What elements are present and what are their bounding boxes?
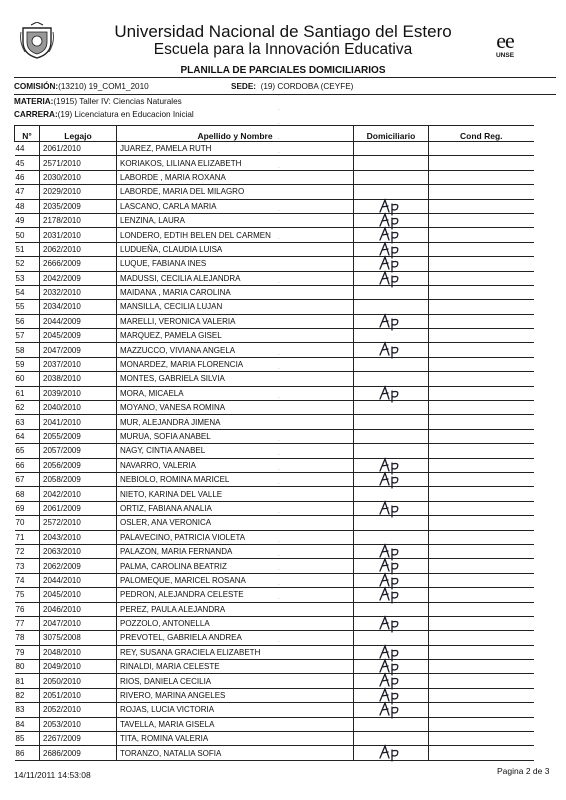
row-student-name: JUAREZ, PAMELA RUTH	[117, 142, 354, 156]
row-domiciliario	[278, 397, 429, 515]
row-legajo: 2031/2010	[40, 228, 117, 242]
row-number: 85	[15, 732, 40, 746]
form-title: PLANILLA DE PARCIALES DOMICILIARIOS	[180, 65, 386, 76]
row-number: 51	[15, 242, 40, 256]
row-cond-reg	[429, 631, 534, 645]
mark-text: Ap	[278, 282, 280, 284]
row-number: 50	[15, 228, 40, 242]
materia-line	[14, 97, 182, 107]
row-student-name: NAVARRO, VALERIA	[117, 458, 354, 472]
row-domiciliario	[354, 170, 429, 184]
row-cond-reg	[429, 185, 534, 199]
row-number: 44	[15, 142, 40, 156]
row-number: 70	[15, 516, 40, 530]
table-row	[15, 185, 534, 199]
row-domiciliario	[278, 167, 429, 285]
row-legajo: 2048/2010	[40, 645, 117, 659]
row-student-name: PREVOTEL, GABRIELA ANDREA	[117, 631, 354, 645]
mark-text: Ap	[278, 440, 280, 442]
table-row	[15, 357, 534, 371]
row-number: 47	[15, 185, 40, 199]
row-student-name: MORA, MICAELA	[117, 386, 354, 400]
row-student-name: MADUSSI, CECILIA ALEJANDRA	[117, 271, 354, 285]
logo-mark: ee	[496, 28, 514, 53]
row-number: 48	[15, 199, 40, 213]
row-legajo: 2053/2010	[40, 717, 117, 731]
col-header-num: N°	[15, 126, 40, 142]
mark-text: Ap	[278, 484, 280, 486]
row-student-name: PALAZON, MARIA FERNANDA	[117, 544, 354, 558]
row-cond-reg	[429, 444, 534, 458]
row-cond-reg	[429, 314, 534, 328]
row-cond-reg	[429, 732, 534, 746]
row-domiciliario	[278, 210, 429, 328]
row-number: 74	[15, 573, 40, 587]
row-student-name: NIETO, KARINA DEL VALLE	[117, 487, 354, 501]
row-legajo: 2043/2010	[40, 530, 117, 544]
table-row	[15, 616, 534, 630]
row-cond-reg	[429, 401, 534, 415]
row-number: 67	[15, 472, 40, 486]
row-domiciliario	[278, 239, 429, 357]
table-row	[15, 228, 534, 242]
row-cond-reg	[429, 458, 534, 472]
row-number: 80	[15, 660, 40, 674]
row-legajo: 2035/2009	[40, 199, 117, 213]
row-student-name: RINALDI, MARIA CELESTE	[117, 660, 354, 674]
row-cond-reg	[429, 429, 534, 443]
row-legajo: 2062/2009	[40, 559, 117, 573]
table-row	[15, 142, 534, 156]
row-cond-reg	[429, 516, 534, 530]
mark-text: Ap	[278, 138, 280, 140]
row-legajo: 2029/2010	[40, 185, 117, 199]
mark-text: Ap	[278, 397, 280, 399]
row-legajo: 2572/2010	[40, 516, 117, 530]
row-cond-reg	[429, 386, 534, 400]
table-row	[15, 444, 534, 458]
table-row	[15, 645, 534, 659]
row-domiciliario	[278, 282, 429, 400]
table-row	[15, 530, 534, 544]
row-student-name: TAVELLA, MARIA GISELA	[117, 717, 354, 731]
table-row	[15, 300, 534, 314]
mark-text: Ap	[278, 584, 280, 586]
row-number: 46	[15, 170, 40, 184]
table-row	[15, 156, 534, 170]
row-cond-reg	[429, 544, 534, 558]
table-row	[15, 213, 534, 227]
table-row	[15, 487, 534, 501]
table-row	[15, 242, 534, 256]
row-student-name: PALOMEQUE, MARICEL ROSANA	[117, 573, 354, 587]
mark-text: Ap	[278, 124, 280, 126]
mark-text: Ap	[278, 642, 280, 644]
row-student-name: LASCANO, CARLA MARIA	[117, 199, 354, 213]
row-legajo: 2267/2009	[40, 732, 117, 746]
row-legajo: 2044/2010	[40, 573, 117, 587]
row-cond-reg	[429, 228, 534, 242]
comision-value: (13210) 19_COM1_2010	[58, 82, 149, 91]
row-student-name: REY, SUSANA GRACIELA ELIZABETH	[117, 645, 354, 659]
row-domiciliario	[354, 516, 429, 530]
row-legajo: 2046/2010	[40, 602, 117, 616]
mark-text: Ap	[278, 455, 280, 457]
title-divider	[14, 77, 556, 78]
mark-text: Ap	[278, 109, 280, 111]
carrera-value: (19) Licenciatura en Educacion Inicial	[57, 110, 194, 119]
row-legajo: 2045/2010	[40, 588, 117, 602]
row-student-name: KORIAKOS, LILIANA ELIZABETH	[117, 156, 354, 170]
row-number: 66	[15, 458, 40, 472]
mark-text: Ap	[278, 556, 280, 558]
row-student-name: MAZZUCCO, VIVIANA ANGELA	[117, 343, 354, 357]
row-legajo: 2049/2010	[40, 660, 117, 674]
row-domiciliario	[278, 368, 429, 486]
table-row	[15, 429, 534, 443]
row-number: 60	[15, 372, 40, 386]
table-row	[15, 602, 534, 616]
row-domiciliario	[354, 142, 429, 156]
row-number: 73	[15, 559, 40, 573]
table-row	[15, 732, 534, 746]
row-student-name: OSLER, ANA VERONICA	[117, 516, 354, 530]
unse-logo	[480, 30, 530, 60]
mark-text: Ap	[278, 210, 280, 212]
row-cond-reg	[429, 357, 534, 371]
row-number: 79	[15, 645, 40, 659]
row-number: 53	[15, 271, 40, 285]
row-number: 81	[15, 674, 40, 688]
row-number: 49	[15, 213, 40, 227]
row-number: 64	[15, 429, 40, 443]
row-student-name: RIOS, DANIELA CECILIA	[117, 674, 354, 688]
row-legajo: 2042/2010	[40, 487, 117, 501]
row-number: 78	[15, 631, 40, 645]
row-cond-reg	[429, 300, 534, 314]
row-legajo: 2034/2010	[40, 300, 117, 314]
row-cond-reg	[429, 329, 534, 343]
table-row	[15, 472, 534, 486]
table-row	[15, 314, 534, 328]
row-cond-reg	[429, 501, 534, 515]
row-number: 82	[15, 688, 40, 702]
table-row	[15, 501, 534, 515]
row-domiciliario	[278, 599, 429, 717]
mark-text: Ap	[278, 541, 280, 543]
row-cond-reg	[429, 415, 534, 429]
row-legajo: 2030/2010	[40, 170, 117, 184]
row-domiciliario	[278, 642, 429, 760]
row-student-name: MUR, ALEJANDRA JIMENA	[117, 415, 354, 429]
row-cond-reg	[429, 257, 534, 271]
row-cond-reg	[429, 746, 534, 760]
row-student-name: MAIDANA , MARIA CAROLINA	[117, 285, 354, 299]
row-legajo: 2037/2010	[40, 357, 117, 371]
row-student-name: PEREZ, PAULA ALEJANDRA	[117, 602, 354, 616]
university-name: Universidad Nacional de Santiago del Estero	[114, 22, 452, 41]
table-row	[15, 343, 534, 357]
school-name: Escuela para la Innovación Educativa	[153, 41, 413, 58]
row-cond-reg	[429, 487, 534, 501]
row-student-name: TITA, ROMINA VALERIA	[117, 732, 354, 746]
row-student-name: MONTES, GABRIELA SILVIA	[117, 372, 354, 386]
row-number: 86	[15, 746, 40, 760]
mark-text: Ap	[278, 570, 280, 572]
row-number: 57	[15, 329, 40, 343]
comision-divider	[14, 94, 556, 95]
row-legajo: 3075/2008	[40, 631, 117, 645]
row-student-name: RIVERO, MARINA ANGELES	[117, 688, 354, 702]
row-student-name: ORTIZ, FABIANA ANALIA	[117, 501, 354, 515]
sede-label: SEDE:	[231, 82, 257, 91]
table-row	[15, 386, 534, 400]
row-student-name: MARELLI, VERONICA VALERIA	[117, 314, 354, 328]
row-student-name: LONDERO, EDTIH BELEN DEL CARMEN	[117, 228, 354, 242]
table-row	[15, 516, 534, 530]
table-row	[15, 660, 534, 674]
row-number: 75	[15, 588, 40, 602]
row-cond-reg	[429, 271, 534, 285]
row-number: 62	[15, 401, 40, 415]
row-student-name: LUQUE, FABIANA INES	[117, 257, 354, 271]
row-student-name: LABORDE, MARIA DEL MILAGRO	[117, 185, 354, 199]
row-cond-reg	[429, 616, 534, 630]
row-number: 71	[15, 530, 40, 544]
mark-text: Ap	[278, 599, 280, 601]
row-number: 59	[15, 357, 40, 371]
table-row	[15, 271, 534, 285]
table-row	[15, 285, 534, 299]
row-cond-reg	[429, 170, 534, 184]
row-student-name: PEDRON, ALEJANDRA CELESTE	[117, 588, 354, 602]
row-legajo: 2057/2009	[40, 444, 117, 458]
table-row	[15, 559, 534, 573]
row-cond-reg	[429, 343, 534, 357]
row-number: 52	[15, 257, 40, 271]
row-legajo: 2063/2010	[40, 544, 117, 558]
logo-label: UNSE	[495, 52, 515, 59]
sede-line	[231, 82, 353, 92]
table-row	[15, 588, 534, 602]
row-legajo: 2051/2010	[40, 688, 117, 702]
row-student-name: ROJAS, LUCIA VICTORIA	[117, 703, 354, 717]
row-student-name: PALAVECINO, PATRICIA VIOLETA	[117, 530, 354, 544]
row-legajo: 2056/2009	[40, 458, 117, 472]
row-legajo: 2050/2010	[40, 674, 117, 688]
row-cond-reg	[429, 602, 534, 616]
row-legajo: 2045/2009	[40, 329, 117, 343]
row-legajo: 2061/2010	[40, 142, 117, 156]
carrera-line	[14, 110, 194, 120]
print-timestamp: 14/11/2011 14:53:08	[14, 770, 91, 780]
row-student-name: NEBIOLO, ROMINA MARICEL	[117, 472, 354, 486]
row-student-name: MARQUEZ, PAMELA GISEL	[117, 329, 354, 343]
row-student-name: MOYANO, VANESA ROMINA	[117, 401, 354, 415]
row-cond-reg	[429, 559, 534, 573]
row-legajo: 2032/2010	[40, 285, 117, 299]
row-cond-reg	[429, 674, 534, 688]
row-cond-reg	[429, 717, 534, 731]
row-student-name: LENZINA, LAURA	[117, 213, 354, 227]
table-row	[15, 170, 534, 184]
row-number: 76	[15, 602, 40, 616]
col-header-cond-reg: Cond Reg.	[429, 126, 534, 142]
row-cond-reg	[429, 703, 534, 717]
materia-value: (1915) Taller IV: Ciencias Naturales	[53, 97, 182, 106]
mark-text: Ap	[278, 354, 280, 356]
row-legajo: 2047/2009	[40, 343, 117, 357]
row-domiciliario	[354, 429, 429, 443]
row-legajo: 2039/2010	[40, 386, 117, 400]
col-header-nombre: Apellido y Nombre	[117, 126, 354, 142]
row-number: 69	[15, 501, 40, 515]
mark-text: Ap	[278, 153, 280, 155]
row-cond-reg	[429, 660, 534, 674]
sede-value: (19) CORDOBA (CEYFE)	[260, 82, 354, 91]
table-row	[15, 746, 534, 760]
row-cond-reg	[429, 530, 534, 544]
mark-text: Ap	[278, 368, 280, 370]
row-legajo: 2047/2010	[40, 616, 117, 630]
table-row	[15, 372, 534, 386]
row-legajo: 2041/2010	[40, 415, 117, 429]
row-legajo: 2666/2009	[40, 257, 117, 271]
row-cond-reg	[429, 588, 534, 602]
page-indicator: Pagina 2 de 3	[497, 766, 550, 776]
row-cond-reg	[429, 242, 534, 256]
row-domiciliario	[354, 415, 429, 429]
row-number: 56	[15, 314, 40, 328]
handwritten-ap-signature	[278, 642, 404, 762]
mark-text: Ap	[278, 95, 280, 97]
row-cond-reg	[429, 372, 534, 386]
table-row	[15, 631, 534, 645]
row-student-name: MANSILLA, CECILIA LUJAN	[117, 300, 354, 314]
table-row	[15, 573, 534, 587]
row-legajo: 2040/2010	[40, 401, 117, 415]
row-legajo: 2058/2009	[40, 472, 117, 486]
row-legajo: 2178/2010	[40, 213, 117, 227]
row-cond-reg	[429, 688, 534, 702]
comision-label: COMISIÓN:	[14, 82, 59, 91]
row-cond-reg	[429, 156, 534, 170]
row-number: 54	[15, 285, 40, 299]
row-legajo: 2042/2009	[40, 271, 117, 285]
table-row	[15, 544, 534, 558]
row-cond-reg	[429, 472, 534, 486]
row-student-name: LABORDE , MARIA ROXANA	[117, 170, 354, 184]
row-cond-reg	[429, 645, 534, 659]
row-number: 83	[15, 703, 40, 717]
row-legajo: 2038/2010	[40, 372, 117, 386]
row-legajo: 2052/2010	[40, 703, 117, 717]
row-legajo: 2044/2009	[40, 314, 117, 328]
mark-text: Ap	[278, 239, 280, 241]
row-cond-reg	[429, 213, 534, 227]
row-student-name: PALMA, CAROLINA BEATRIZ	[117, 559, 354, 573]
row-domiciliario	[354, 156, 429, 170]
row-number: 65	[15, 444, 40, 458]
row-domiciliario	[278, 512, 429, 630]
row-number: 61	[15, 386, 40, 400]
table-row	[15, 199, 534, 213]
table-row	[15, 674, 534, 688]
row-domiciliario	[354, 401, 429, 415]
table-row	[15, 717, 534, 731]
row-domiciliario	[278, 484, 429, 602]
row-number: 45	[15, 156, 40, 170]
col-header-legajo: Legajo	[40, 126, 117, 142]
table-row	[15, 703, 534, 717]
row-number: 63	[15, 415, 40, 429]
row-student-name: NAGY, CINTIA ANABEL	[117, 444, 354, 458]
row-number: 68	[15, 487, 40, 501]
row-legajo: 2055/2009	[40, 429, 117, 443]
row-student-name: MURUA, SOFIA ANABEL	[117, 429, 354, 443]
table-row	[15, 329, 534, 343]
mark-text: Ap	[278, 512, 280, 514]
row-cond-reg	[429, 142, 534, 156]
row-number: 55	[15, 300, 40, 314]
row-cond-reg	[429, 285, 534, 299]
row-cond-reg	[429, 573, 534, 587]
col-header-domiciliario: Domiciliario	[354, 126, 429, 142]
table-row	[15, 257, 534, 271]
row-number: 84	[15, 717, 40, 731]
row-domiciliario	[354, 285, 429, 299]
materia-label: MATERIA:	[14, 97, 54, 106]
row-student-name: POZZOLO, ANTONELLA	[117, 616, 354, 630]
row-legajo: 2061/2009	[40, 501, 117, 515]
table-row	[15, 458, 534, 472]
row-student-name: LUDUEÑA, CLAUDIA LUISA	[117, 242, 354, 256]
row-domiciliario	[354, 357, 429, 371]
table-row	[15, 401, 534, 415]
mark-text: Ap	[278, 469, 280, 471]
table-row	[15, 688, 534, 702]
row-number: 58	[15, 343, 40, 357]
table-row	[15, 415, 534, 429]
comision-line	[14, 82, 149, 92]
row-legajo: 2571/2010	[40, 156, 117, 170]
table-header-row	[15, 126, 534, 142]
row-number: 72	[15, 544, 40, 558]
row-domiciliario	[354, 717, 429, 731]
row-student-name: TORANZO, NATALIA SOFIA	[117, 746, 354, 760]
row-legajo: 2062/2010	[40, 242, 117, 256]
row-number: 77	[15, 616, 40, 630]
row-cond-reg	[429, 199, 534, 213]
mark-text: Ap	[278, 167, 280, 169]
row-legajo: 2686/2009	[40, 746, 117, 760]
carrera-label: CARRERA:	[14, 110, 58, 119]
row-student-name: MONARDEZ, MARIA FLORENCIA	[117, 357, 354, 371]
